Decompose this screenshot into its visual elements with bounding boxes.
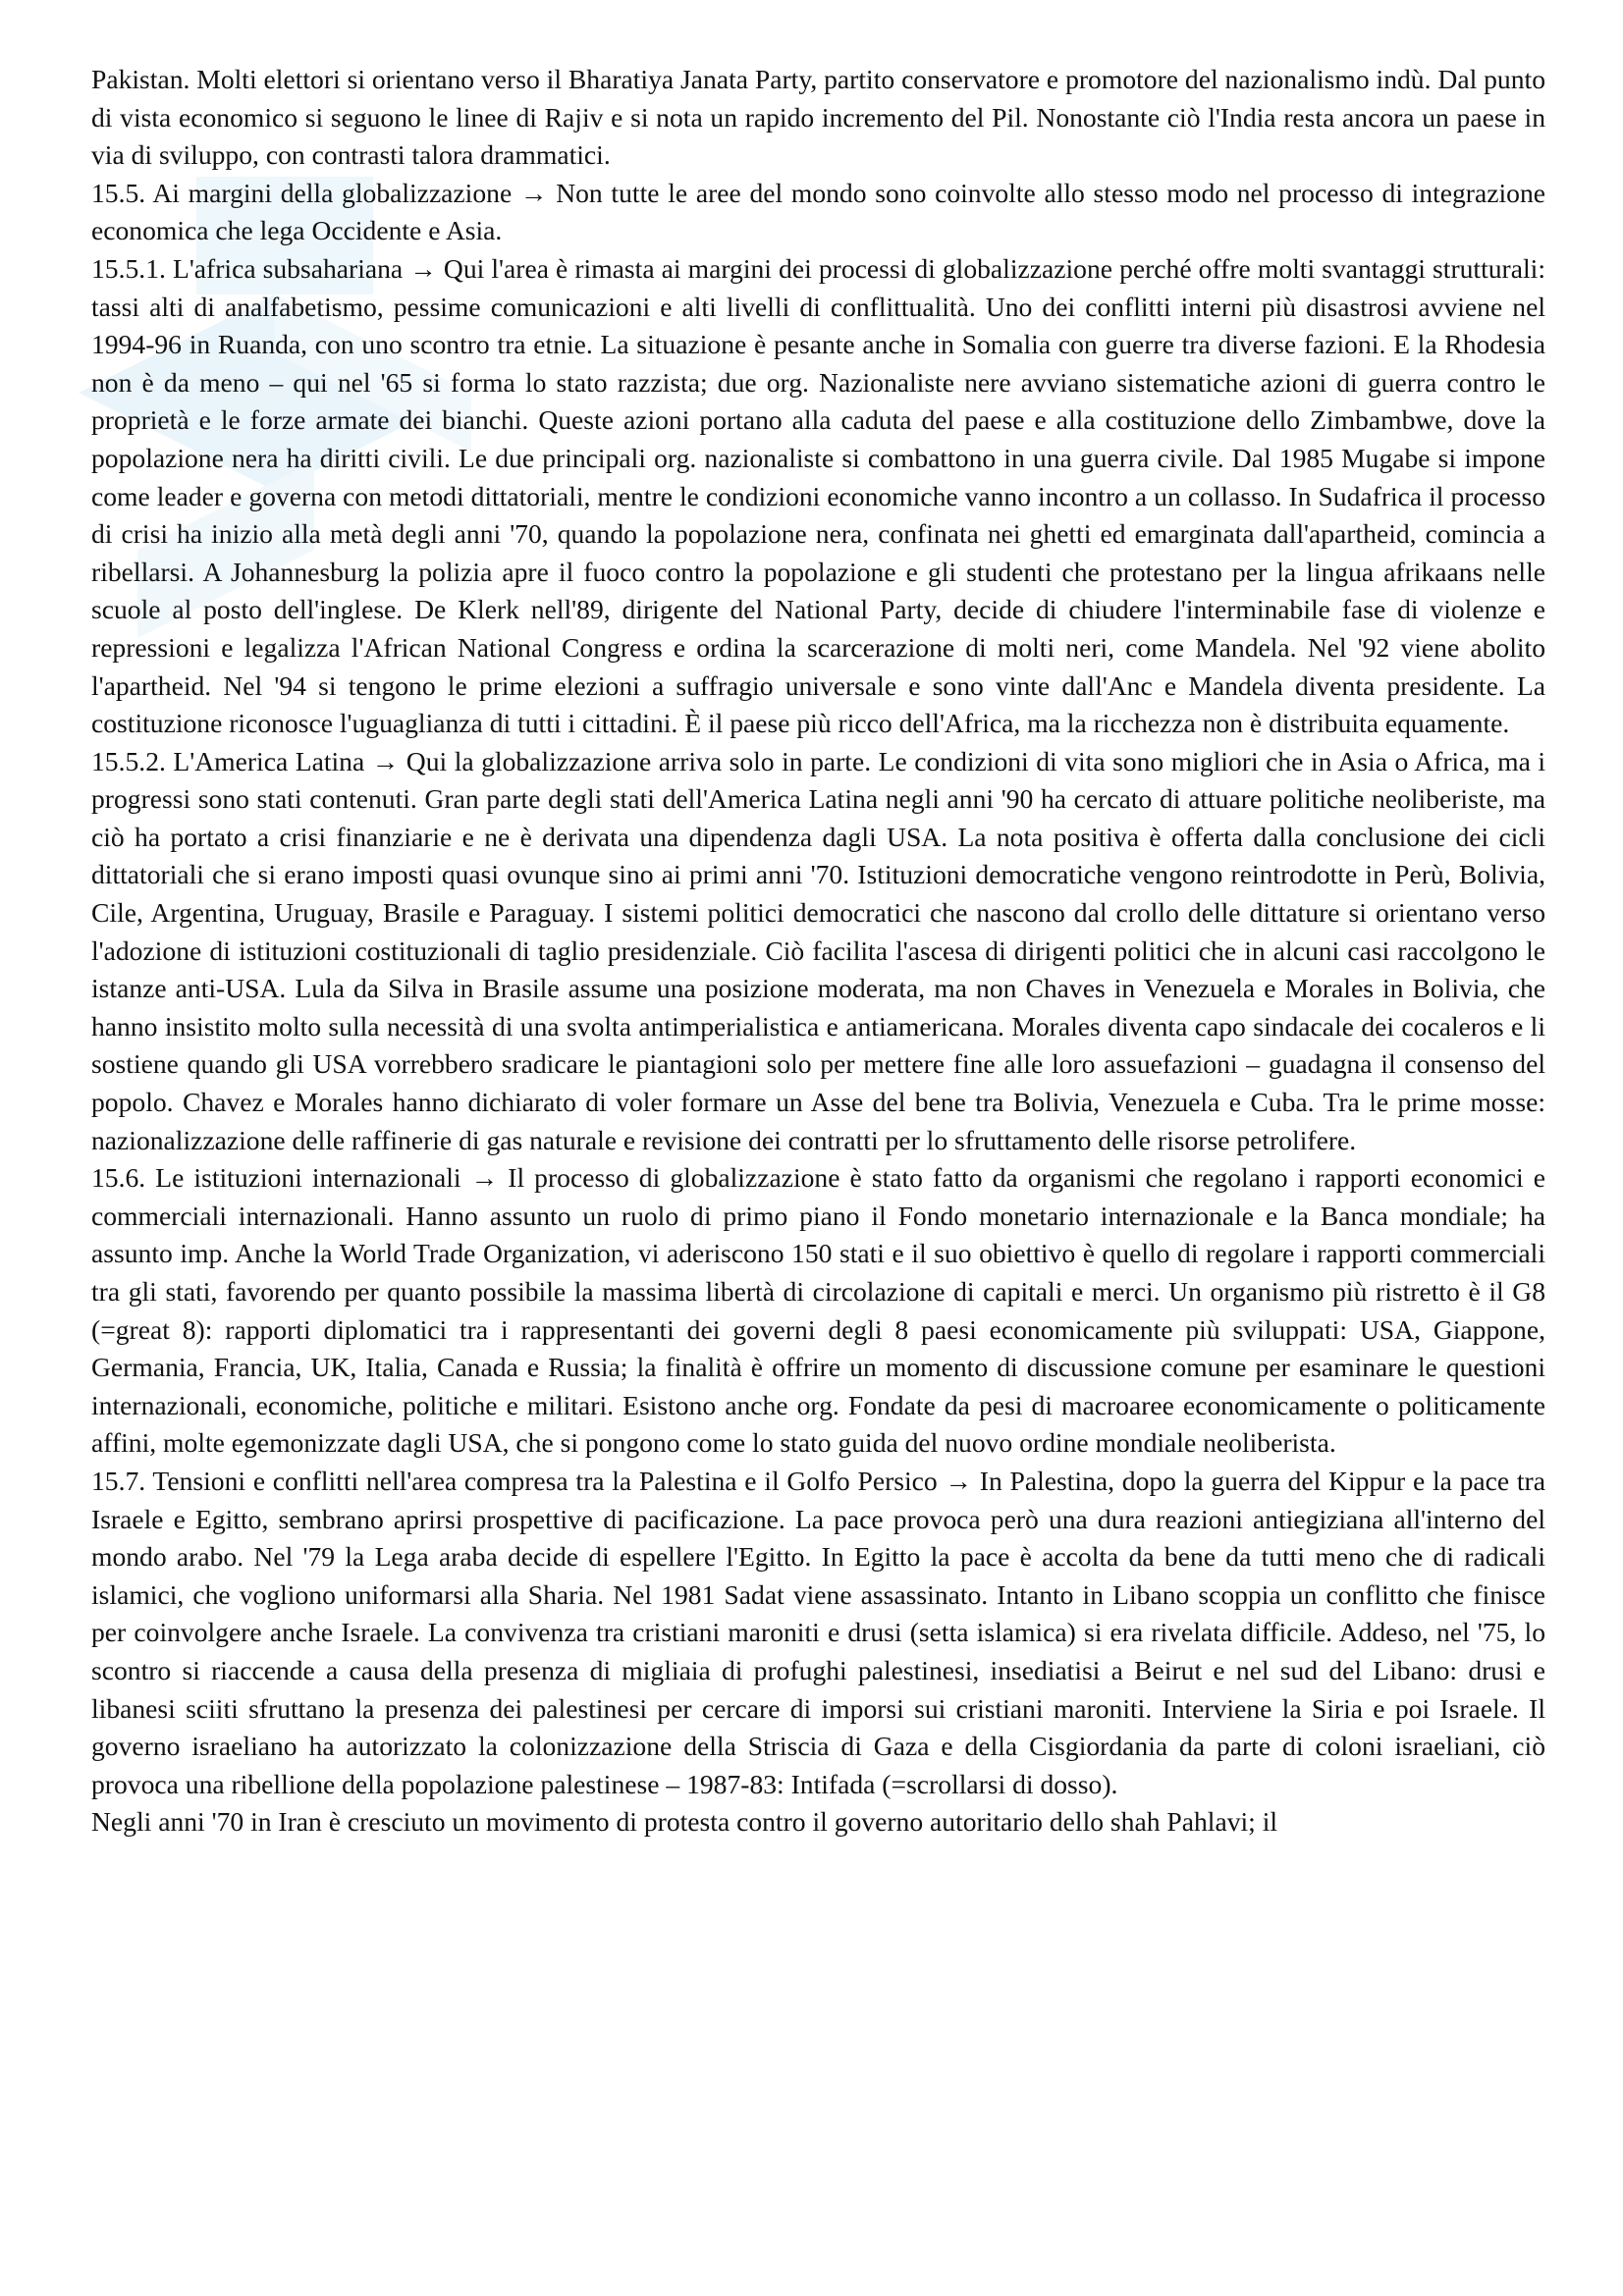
paragraph-section-15-5-1: 15.5.1. L'africa subsahariana → Qui l'area è rimasta ai margini dei processi di globalizzazione perché offre molti svantaggi strutturali: tassi alti di analfabetismo, pessime comunicazioni e alti livelli di conflittualità. Uno dei conflitti interni più disastrosi avviene nel 1994-96 in Ruanda, con uno scontro tra etnie. La situazione è pesante anche in Somalia con guerre tra diverse fazioni. E la Rhodesia non è da meno – qui nel '65 si forma lo stato razzista; due org. Nazionaliste nere avviano sistematiche azioni di guerra contro le proprietà e le forze armate dei bianchi. Queste azioni portano alla caduta del paese e alla costituzione dello Zimbambwe, dove la popolazione nera ha diritti civili. Le due principali org. nazionaliste si combattono in una guerra civile. Dal 1985 Mugabe si impone come leader e governa con metodi dittatoriali, mentre le condizioni economiche vanno incontro a un collasso. In Sudafrica il processo di crisi ha inizio alla metà degli anni '70, quando la popolazione nera, confinata nei ghetti ed emarginata dall'apartheid, comincia a ribellarsi. A Johannesburg la polizia apre il fuoco contro la popolazione e gli studenti che protestano per la lingua afrikaans nelle scuole al posto dell'inglese. De Klerk nell'89, dirigente del National Party, decide di chiudere l'interminabile fase di violenze e repressioni e legalizza l'African National Congress e ordina la scarcerazione di molti neri, come Mandela. Nel '92 viene abolito l'apartheid. Nel '94 si tengono le prime elezioni a suffragio universale e sono vinte dall'Anc e Mandela diventa presidente. La costituzione riconosce l'uguaglianza di tutti i cittadini. È il paese più ricco dell'Africa, ma la ricchezza non è distribuita equamente. xyxy=(91,252,1545,739)
paragraph-iran: Negli anni '70 in Iran è cresciuto un movimento di protesta contro il governo autoritario dello shah Pahlavi; il xyxy=(91,1806,1278,1838)
paragraph-india-continuation: Pakistan. Molti elettori si orientano verso il Bharatiya Janata Party, partito conservatore e promotore del nazionalismo indù. Dal punto di vista economico si seguono le linee di Rajiv e si nota un rapido incremento del Pil. Nonostante ciò l'India resta ancora un paese in via di sviluppo, con contrasti talora drammatici. xyxy=(91,64,1545,171)
paragraph-section-15-5-2: 15.5.2. L'America Latina → Qui la globalizzazione arriva solo in parte. Le condizioni di vita sono migliori che in Asia o Africa, ma i progressi sono stati contenuti. Gran parte degli stati dell'America Latina negli anni '90 ha cercato di attuare politiche neoliberiste, ma ciò ha portato a crisi finanziarie e ne è derivata una dipendenza dagli USA. La nota positiva è offerta dalla conclusione dei cicli dittatoriali che si erano imposti quasi ovunque sino ai primi anni '70. Istituzioni democratiche vengono reintrodotte in Perù, Bolivia, Cile, Argentina, Uruguay, Brasile e Paraguay. I sistemi politici democratici che nascono dal crollo delle dittature si orientano verso l'adozione di istituzioni costituzionali di taglio presidenziale. Ciò facilita l'ascesa di dirigenti politici che in alcuni casi raccolgono le istanze anti-USA. Lula da Silva in Brasile assume una posizione moderata, ma non Chaves in Venezuela e Morales in Bolivia, che hanno insistito molto sulla necessità di una svolta antimperialistica e antiamericana. Morales diventa capo sindacale dei cocaleros e li sostiene quando gli USA vorrebbero sradicare le piantagioni solo per mettere fine alle loro assuefazioni – guadagna il consenso del popolo. Chavez e Morales hanno dichiarato di voler formare un Asse del bene tra Bolivia, Venezuela e Cuba. Tra le prime mosse: nazionalizzazione delle raffinerie di gas naturale e revisione dei contratti per lo sfruttamento delle risorse petrolifere. xyxy=(91,745,1545,1155)
paragraph-section-15-7: 15.7. Tensioni e conflitti nell'area compresa tra la Palestina e il Golfo Persico → In Palestina, dopo la guerra del Kippur e la pace tra Israele e Egitto, sembrano aprirsi prospettive di pacificazione. La pace provoca però una dura reazioni antiegiziana all'interno del mondo arabo. Nel '79 la Lega araba decide di espellere l'Egitto. In Egitto la pace è accolta da bene da tutti meno che di radicali islamici, che vogliono uniformarsi alla Sharia. Nel 1981 Sadat viene assassinato. Intanto in Libano scoppia un conflitto che finisce per coinvolgere anche Israele. La convivenza tra cristiani maroniti e drusi (setta islamica) si era rivelata difficile. Addeso, nel '75, lo scontro si riaccende a causa della presenza di migliaia di profughi palestinesi, insediatisi a Beirut e nel sud del Libano: drusi e libanesi sciiti sfruttano la presenza dei palestinesi per cercare di imporsi sui cristiani maroniti. Interviene la Siria e poi Israele. Il governo israeliano ha autorizzato la colonizzazione della Striscia di Gaza e della Cisgiordania da parte di coloni israeliani, ciò provoca una ribellione della popolazione palestinese – 1987-83: Intifada (=scrollarsi di dosso). xyxy=(91,1465,1545,1799)
document-page xyxy=(91,61,1545,1842)
paragraph-section-15-5: 15.5. Ai margini della globalizzazione → Non tutte le aree del mondo sono coinvolte allo stesso modo nel processo di integrazione economica che lega Occidente e Asia. xyxy=(91,177,1545,246)
paragraph-section-15-6: 15.6. Le istituzioni internazionali → Il processo di globalizzazione è stato fatto da organismi che regolano i rapporti economici e commerciali internazionali. Hanno assunto un ruolo di primo piano il Fondo monetario internazionale e la Banca mondiale; ha assunto imp. Anche la World Trade Organization, vi aderiscono 150 stati e il suo obiettivo è quello di regolare i rapporti commerciali tra gli stati, favorendo per quanto possibile la massima libertà di circolazione di capitali e merci. Un organismo più ristretto è il G8 (=great 8): rapporti diplomatici tra i rappresentanti dei governi degli 8 paesi economicamente più sviluppati: USA, Giappone, Germania, Francia, UK, Italia, Canada e Russia; la finalità è offrire un momento di discussione comune per esaminare le questioni internazionali, economiche, politiche e militari. Esistono anche org. Fondate da pesi di macroaree economicamente o politicamente affini, molte egemonizzate dagli USA, che si pongono come lo stato guida del nuovo ordine mondiale neoliberista. xyxy=(91,1162,1545,1459)
